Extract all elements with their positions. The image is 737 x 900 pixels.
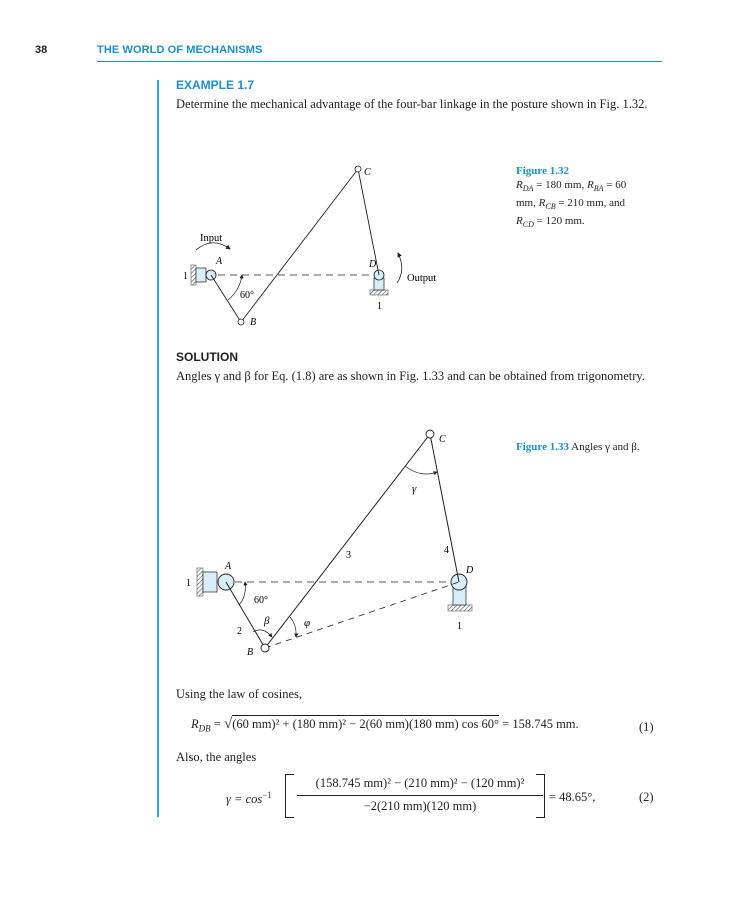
link-label-2: 2 bbox=[237, 626, 242, 637]
figure-133-label: Figure 1.33 bbox=[516, 441, 569, 453]
label-d-133: D bbox=[466, 565, 474, 576]
eq2-exponent: −1 bbox=[262, 790, 272, 800]
label-b-133: B bbox=[247, 647, 254, 658]
eq2-result: = 48.65°, bbox=[549, 790, 596, 804]
label-a: A bbox=[216, 256, 223, 267]
label-b: B bbox=[250, 317, 257, 328]
angle-label-133: 60° bbox=[254, 595, 268, 606]
ground-right-hatch-133 bbox=[448, 605, 472, 611]
label-c: C bbox=[364, 167, 371, 178]
header-rule bbox=[97, 61, 662, 62]
equation-1: $R_{DB} = √(60$ mm)² + (180 mm)² − 2(60 mm)(180 mm) cos 60° = 158.745 mm. bbox=[191, 716, 579, 734]
figure-133-angles-diagram bbox=[175, 420, 485, 665]
page-number: 38 bbox=[35, 44, 48, 56]
eq2-right-bracket bbox=[536, 774, 545, 818]
gamma-label: γ bbox=[412, 483, 417, 495]
eq2-lhs: $\gamma = \cos^{-1}$ bbox=[226, 790, 272, 807]
output-label: Output bbox=[407, 273, 437, 284]
eq1-lhs-symbol: R bbox=[191, 717, 199, 731]
link-4 bbox=[430, 434, 459, 582]
figure-132-caption bbox=[516, 164, 644, 233]
ground-label-right: 1 bbox=[377, 301, 382, 312]
eq1-result: = 158.745 mm. bbox=[502, 717, 579, 731]
angle-label: 60° bbox=[240, 290, 254, 301]
link-label-3: 3 bbox=[346, 550, 351, 561]
example-heading: EXAMPLE 1.7 bbox=[176, 78, 255, 92]
link-2 bbox=[226, 582, 265, 648]
link-ab bbox=[211, 275, 241, 322]
law-of-cosines-text: Using the law of cosines, bbox=[176, 687, 303, 701]
eq2-numerator: (158.745 mm)² − (210 mm)² − (120 mm)² bbox=[315, 776, 525, 790]
figure-133-caption bbox=[516, 440, 676, 454]
label-c-133: C bbox=[439, 434, 446, 445]
gamma-arc bbox=[405, 466, 437, 474]
pivot-a-bracket-133 bbox=[203, 572, 217, 592]
eq1-lhs-subscript: DB bbox=[198, 723, 211, 734]
ground-label-left-133: 1 bbox=[186, 578, 191, 589]
eq2-denominator: −2(210 mm)(120 mm) bbox=[363, 799, 477, 813]
ground-label-right-133: 1 bbox=[457, 621, 462, 632]
ground-right-hatch bbox=[370, 290, 388, 295]
running-title: THE WORLD OF MECHANISMS bbox=[97, 44, 263, 56]
equation-2-number: (2) bbox=[639, 790, 654, 804]
joint-b-133 bbox=[261, 644, 269, 652]
joint-c bbox=[355, 166, 361, 172]
ground-label-left: 1 bbox=[183, 271, 188, 282]
beta-label: β bbox=[264, 615, 270, 627]
ground-left-hatch bbox=[191, 265, 196, 285]
label-a-133: A bbox=[225, 561, 232, 572]
solution-heading: SOLUTION bbox=[176, 350, 238, 364]
phi-label: φ bbox=[304, 617, 311, 629]
figure-133-caption-text: Angles γ and β. bbox=[571, 441, 640, 453]
solution-text: Angles γ and β for Eq. (1.8) are as shown in Fig. 1.33 and can be obtained from trigonometry. bbox=[176, 369, 645, 383]
joint-b bbox=[238, 319, 244, 325]
link-label-4: 4 bbox=[444, 545, 449, 556]
figure-132-label: Figure 1.32 bbox=[516, 165, 569, 177]
figure-132-linkage-diagram bbox=[170, 150, 470, 340]
eq1-radicand: (60 mm)² + (180 mm)² − 2(60 mm)(180 mm) cos 60° bbox=[232, 717, 500, 731]
ground-left-hatch-133 bbox=[197, 568, 203, 596]
label-d: D bbox=[369, 259, 377, 270]
angles-intro-text: Also, the angles bbox=[176, 750, 257, 764]
eq2-left-bracket bbox=[285, 774, 294, 818]
output-arrow bbox=[397, 253, 402, 283]
example-statement: Determine the mechanical advantage of the four-bar linkage in the posture shown in Fig. 1.32. bbox=[176, 97, 648, 111]
example-sidebar-bar bbox=[157, 80, 159, 817]
equation-1-number: (1) bbox=[639, 720, 654, 734]
joint-c-133 bbox=[426, 430, 434, 438]
link-bc bbox=[241, 169, 358, 322]
diagonal-bd-dashed bbox=[265, 582, 459, 648]
pivot-a-bracket bbox=[196, 268, 206, 282]
figure-132-caption-text: $R_{DA} = 180$ mm, $R_{BA} = 60$ mm, $R_{CB} = 210$ mm, and $R_{CD} = 120$ mm. bbox=[516, 179, 627, 230]
phi-arc bbox=[290, 617, 296, 637]
eq2-fraction-bar bbox=[297, 795, 543, 796]
input-label: Input bbox=[200, 233, 223, 244]
angle-60-arc-133 bbox=[239, 582, 245, 605]
